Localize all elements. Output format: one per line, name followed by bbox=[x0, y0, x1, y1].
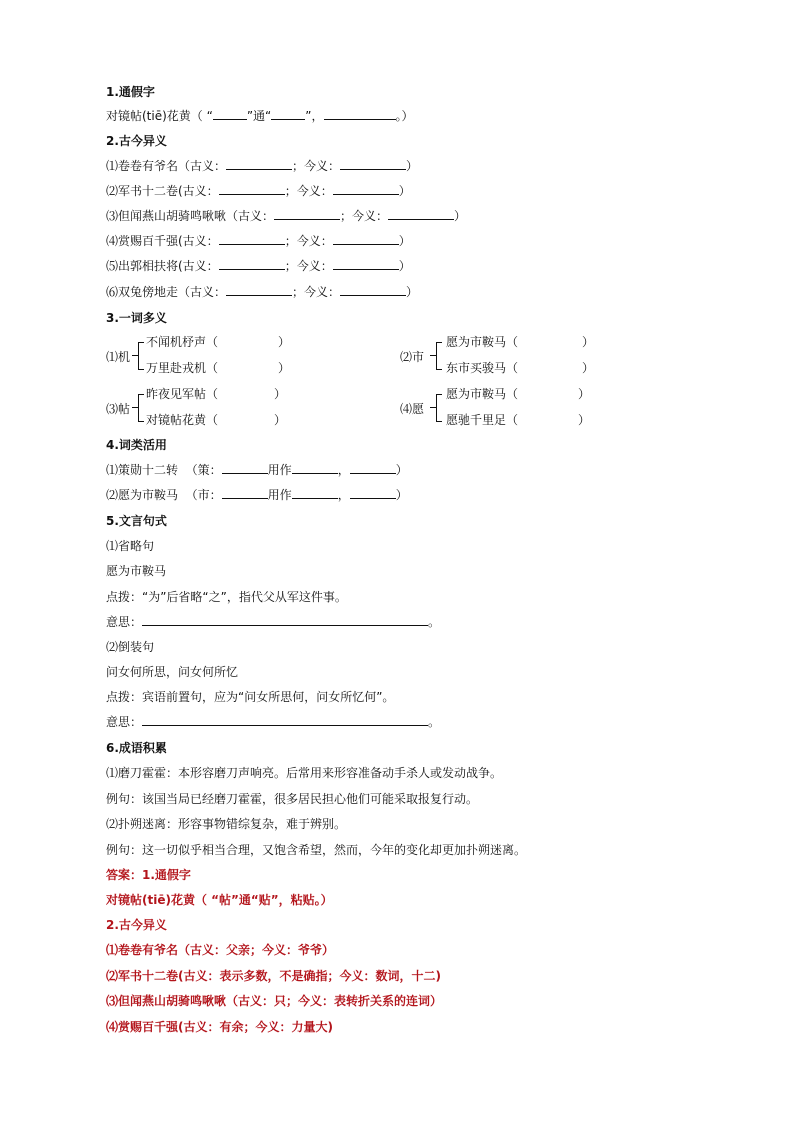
idiom-2: ⑵扑朔迷离：形容事物错综复杂，难于辨别。 bbox=[106, 817, 347, 831]
sub-omission: ⑴省略句 bbox=[106, 539, 155, 553]
blank[interactable] bbox=[333, 233, 399, 245]
sub-inversion: ⑵倒装句 bbox=[106, 640, 155, 654]
blank[interactable] bbox=[222, 487, 268, 499]
item-text: 愿驰千里足（ bbox=[446, 413, 519, 427]
brace bbox=[138, 342, 144, 370]
paren-close: ） bbox=[278, 361, 291, 375]
item-text: 万里赴戎机（ bbox=[146, 361, 219, 375]
blank[interactable] bbox=[292, 462, 338, 474]
idiom-1: ⑴磨刀霍霍：本形容磨刀声响亮。后常用来形容准备动手杀人或发动战争。 bbox=[106, 766, 503, 780]
word-class-item-1 bbox=[106, 462, 408, 478]
item-text: 愿为市鞍马（ bbox=[446, 387, 519, 401]
paren-close: ） bbox=[278, 335, 291, 349]
item-mid: ；今义： bbox=[292, 159, 341, 173]
item-prefix: ⑴策勋十二转 bbox=[106, 463, 179, 477]
quote-open: “ bbox=[206, 109, 213, 123]
blank[interactable] bbox=[350, 487, 396, 499]
blank[interactable] bbox=[333, 258, 399, 270]
gujin-item-4 bbox=[106, 233, 411, 249]
item-text: 愿为市鞍马（ bbox=[446, 335, 519, 349]
item-open: （策： bbox=[185, 463, 222, 477]
group-label: ⑴机 bbox=[106, 350, 131, 364]
blank[interactable] bbox=[350, 462, 396, 474]
group-item-b bbox=[146, 360, 290, 376]
blank[interactable] bbox=[333, 183, 399, 195]
item-post: ） bbox=[395, 463, 408, 477]
paren-close: ） bbox=[274, 387, 287, 401]
group-label: ⑷愿 bbox=[400, 402, 425, 416]
quote-close: ”， bbox=[305, 109, 324, 123]
item-prefix: ⑶但闻燕山胡骑鸣啾啾（古义： bbox=[106, 209, 275, 223]
answer-gujin-2: ⑵军书十二卷(古义：表示多数，不是确指；今义：数词，十二) bbox=[106, 969, 441, 983]
gujin-item-5 bbox=[106, 258, 411, 274]
answer-gujin-4: ⑷赏赐百千强(古义：有余；今义：力量大) bbox=[106, 1020, 333, 1034]
blank[interactable] bbox=[142, 714, 428, 726]
brace-point bbox=[132, 407, 138, 408]
group-item-a bbox=[146, 334, 290, 350]
brace-point bbox=[430, 407, 436, 408]
idiom-2-example: 例句：这一切似乎相当合理，又饱含希望，然而，今年的变化却更加扑朔迷离。 bbox=[106, 843, 527, 857]
item-text: 对镜帖花黄（ bbox=[146, 413, 219, 427]
group-item-b bbox=[446, 360, 594, 376]
blank[interactable] bbox=[219, 233, 285, 245]
section-4-title: 4.词类活用 bbox=[106, 438, 167, 452]
blank[interactable] bbox=[222, 462, 268, 474]
paren-close: ） bbox=[582, 335, 595, 349]
meaning-label: 意思： bbox=[106, 715, 143, 729]
item-post: ） bbox=[398, 259, 411, 273]
group-item-a bbox=[446, 386, 590, 402]
tip-2: 点拨：宾语前置句，应为“问女所思何，问女所忆何”。 bbox=[106, 690, 395, 704]
meaning-line-1 bbox=[106, 614, 440, 630]
meaning-line-2 bbox=[106, 714, 440, 730]
group-item-a bbox=[446, 334, 594, 350]
comma: ， bbox=[337, 463, 350, 477]
section-6-title: 6.成语积累 bbox=[106, 741, 167, 755]
item-mid: 用作 bbox=[267, 463, 292, 477]
item-prefix: ⑷赏赐百千强(古义： bbox=[106, 234, 219, 248]
group-item-b bbox=[446, 412, 590, 428]
item-prefix: ⑴卷卷有爷名（古义： bbox=[106, 159, 227, 173]
group-item-a bbox=[146, 386, 286, 402]
item-post: ） bbox=[398, 184, 411, 198]
answer-section-2-title: 2.古今异义 bbox=[106, 918, 167, 932]
idiom-1-example: 例句：该国当局已经磨刀霍霍，很多居民担心他们可能采取报复行动。 bbox=[106, 792, 479, 806]
item-prefix: ⑹双兔傍地走（古义： bbox=[106, 285, 227, 299]
paren-close: ） bbox=[274, 413, 287, 427]
item-post: ） bbox=[398, 234, 411, 248]
item-mid: ；今义： bbox=[292, 285, 341, 299]
blank[interactable] bbox=[271, 108, 305, 120]
tongjia-prefix: 对镜帖(tiē)花黄（ bbox=[106, 109, 203, 123]
section-1-title: 1.通假字 bbox=[106, 85, 155, 99]
gujin-item-2 bbox=[106, 183, 411, 199]
brace-point bbox=[132, 355, 138, 356]
blank[interactable] bbox=[226, 158, 292, 170]
blank[interactable] bbox=[340, 158, 406, 170]
item-mid: ；今义： bbox=[284, 234, 333, 248]
blank[interactable] bbox=[292, 487, 338, 499]
polysemy-group-ji bbox=[106, 334, 316, 380]
group-item-b bbox=[146, 412, 286, 428]
answer-label: 答案：1.通假字 bbox=[106, 868, 191, 882]
item-prefix: ⑵军书十二卷(古义： bbox=[106, 184, 219, 198]
brace bbox=[436, 394, 442, 422]
item-mid: 用作 bbox=[267, 488, 292, 502]
item-open: （市： bbox=[185, 488, 222, 502]
section-5-title: 5.文言句式 bbox=[106, 514, 167, 528]
item-mid: ；今义： bbox=[284, 184, 333, 198]
polysemy-group-tie bbox=[106, 386, 316, 432]
item-post: ） bbox=[406, 159, 419, 173]
polysemy-group-yuan bbox=[400, 386, 610, 432]
word-class-item-2 bbox=[106, 487, 408, 503]
item-text: 东市买骏马（ bbox=[446, 361, 519, 375]
gujin-item-6 bbox=[106, 284, 418, 300]
brace bbox=[138, 394, 144, 422]
period: 。 bbox=[428, 715, 441, 729]
blank[interactable] bbox=[219, 258, 285, 270]
blank[interactable] bbox=[388, 208, 454, 220]
item-prefix: ⑵愿为市鞍马 bbox=[106, 488, 179, 502]
item-text: 昨夜见军帖（ bbox=[146, 387, 219, 401]
answer-gujin-1: ⑴卷卷有爷名（古义：父亲；今义：爷爷） bbox=[106, 943, 335, 957]
brace-point bbox=[430, 355, 436, 356]
tong-text: ”通“ bbox=[246, 109, 272, 123]
example-2: 问女何所思，问女何所忆 bbox=[106, 665, 239, 679]
item-post: ） bbox=[454, 209, 467, 223]
tip-1: 点拨：“为”后省略“之”，指代父从军这件事。 bbox=[106, 590, 347, 604]
example-1: 愿为市鞍马 bbox=[106, 564, 167, 578]
blank[interactable] bbox=[213, 108, 247, 120]
gujin-item-3 bbox=[106, 208, 466, 224]
paren-close: ） bbox=[578, 387, 591, 401]
answer-gujin-3: ⑶但闻燕山胡骑鸣啾啾（古义：只；今义：表转折关系的连词） bbox=[106, 994, 443, 1008]
blank[interactable] bbox=[324, 108, 396, 120]
gujin-item-1 bbox=[106, 158, 418, 174]
group-label: ⑶帖 bbox=[106, 402, 131, 416]
blank[interactable] bbox=[340, 284, 406, 296]
item-mid: ；今义： bbox=[340, 209, 389, 223]
item-prefix: ⑸出郭相扶将(古义： bbox=[106, 259, 219, 273]
brace bbox=[436, 342, 442, 370]
blank[interactable] bbox=[219, 183, 285, 195]
period: 。 bbox=[428, 615, 441, 629]
item-text: 不闻机杼声（ bbox=[146, 335, 219, 349]
tongjia-question bbox=[106, 108, 414, 124]
polysemy-group-shi bbox=[400, 334, 610, 380]
blank[interactable] bbox=[226, 284, 292, 296]
comma: ， bbox=[337, 488, 350, 502]
blank[interactable] bbox=[142, 614, 428, 626]
paren-close: ） bbox=[582, 361, 595, 375]
paren-close: ） bbox=[578, 413, 591, 427]
item-mid: ；今义： bbox=[284, 259, 333, 273]
item-post: ） bbox=[395, 488, 408, 502]
section-2-title: 2.古今异义 bbox=[106, 134, 167, 148]
blank[interactable] bbox=[274, 208, 340, 220]
answer-tongjia: 对镜帖(tiē)花黄（ “帖”通“贴”，粘贴。） bbox=[106, 893, 333, 907]
meaning-label: 意思： bbox=[106, 615, 143, 629]
section-3-title: 3.一词多义 bbox=[106, 311, 167, 325]
period: 。） bbox=[395, 109, 414, 123]
group-label: ⑵市 bbox=[400, 350, 425, 364]
item-post: ） bbox=[406, 285, 419, 299]
